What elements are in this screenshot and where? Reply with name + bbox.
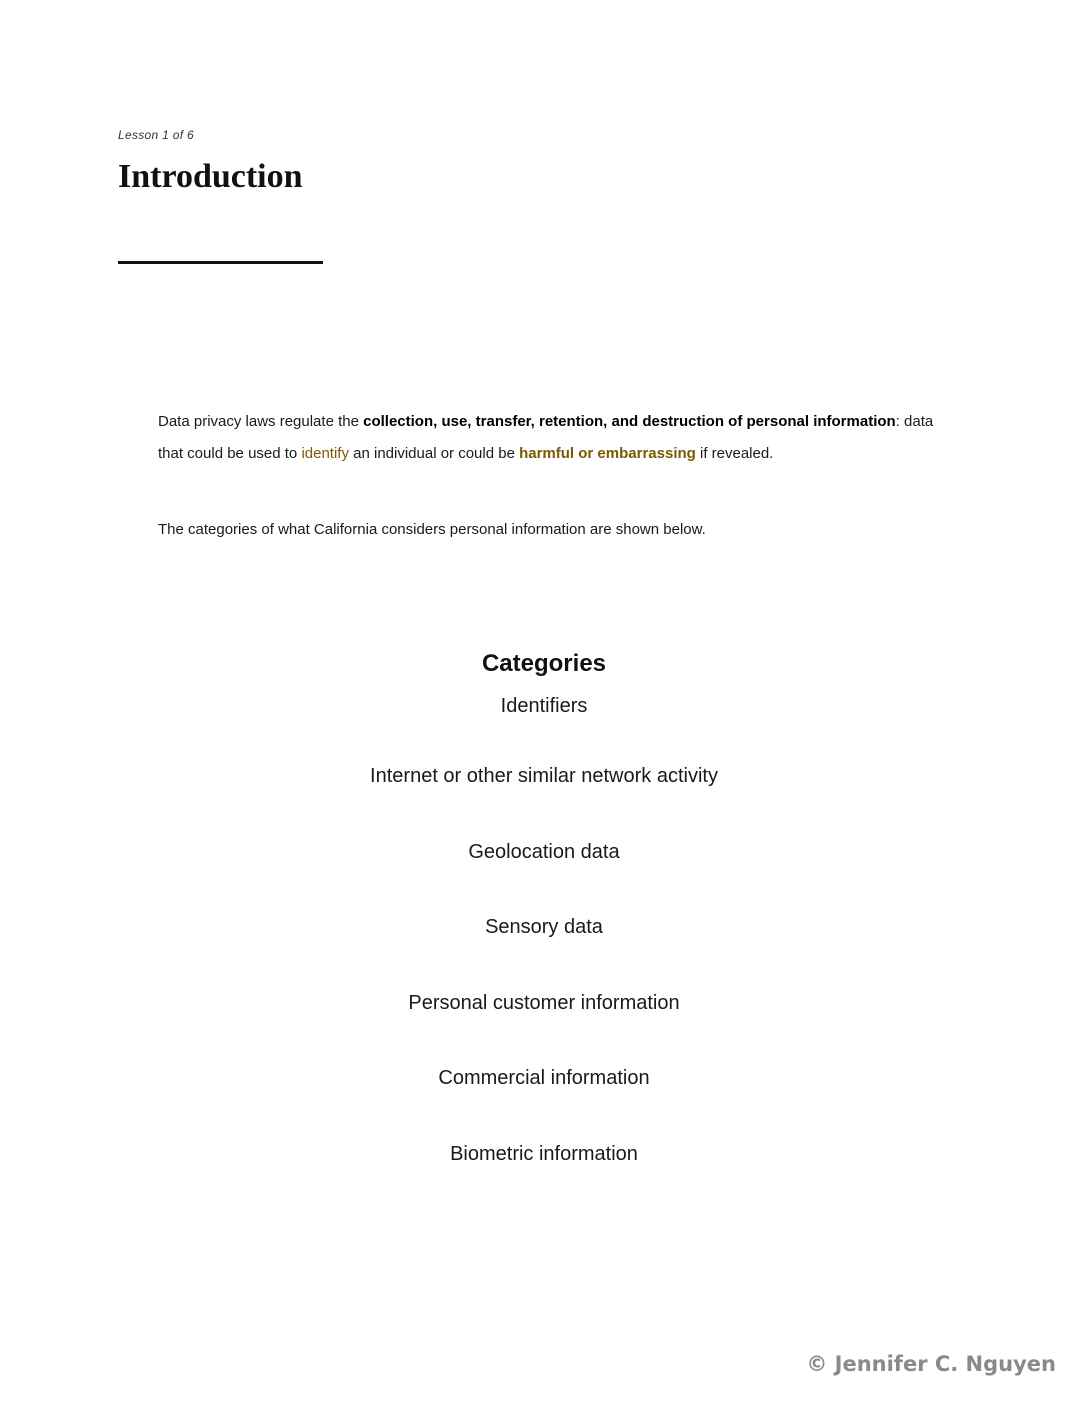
lesson-title: Introduction <box>118 158 303 195</box>
category-item-identifiers: Identifiers <box>500 695 588 717</box>
title-divider <box>118 261 323 264</box>
lesson-counter: Lesson 1 of 6 <box>118 128 194 142</box>
categories-section <box>0 644 1080 1201</box>
category-item-sensory: Sensory data <box>485 916 603 938</box>
category-item-geolocation: Geolocation data <box>468 840 620 863</box>
highlight-harmful: harmful or embarrassing <box>519 445 696 462</box>
category-item-commercial: Commercial information <box>438 1067 650 1089</box>
intro-paragraph <box>158 406 938 470</box>
intro-bold-phrase: collection, use, transfer, retention, and destruction of personal information <box>363 413 896 430</box>
intro-text: an individual or could be <box>348 445 520 462</box>
intro-text: : data that could be used to <box>158 413 934 462</box>
category-item-internet-activity: Internet or other similar network activity <box>370 765 718 787</box>
category-list <box>0 684 1080 1201</box>
category-item-personal-customer: Personal customer information <box>408 991 680 1014</box>
intro-text: if revealed. <box>695 445 774 462</box>
categories-intro-paragraph: The categories of what California considers personal information are shown below. <box>158 521 706 538</box>
category-item-biometric: Biometric information <box>450 1142 638 1165</box>
categories-heading: Categories <box>481 650 607 677</box>
copyright-watermark: © Jennifer C. Nguyen <box>806 1352 1056 1376</box>
highlight-identify: identify <box>301 445 349 462</box>
intro-text: Data privacy laws regulate the <box>158 413 364 430</box>
